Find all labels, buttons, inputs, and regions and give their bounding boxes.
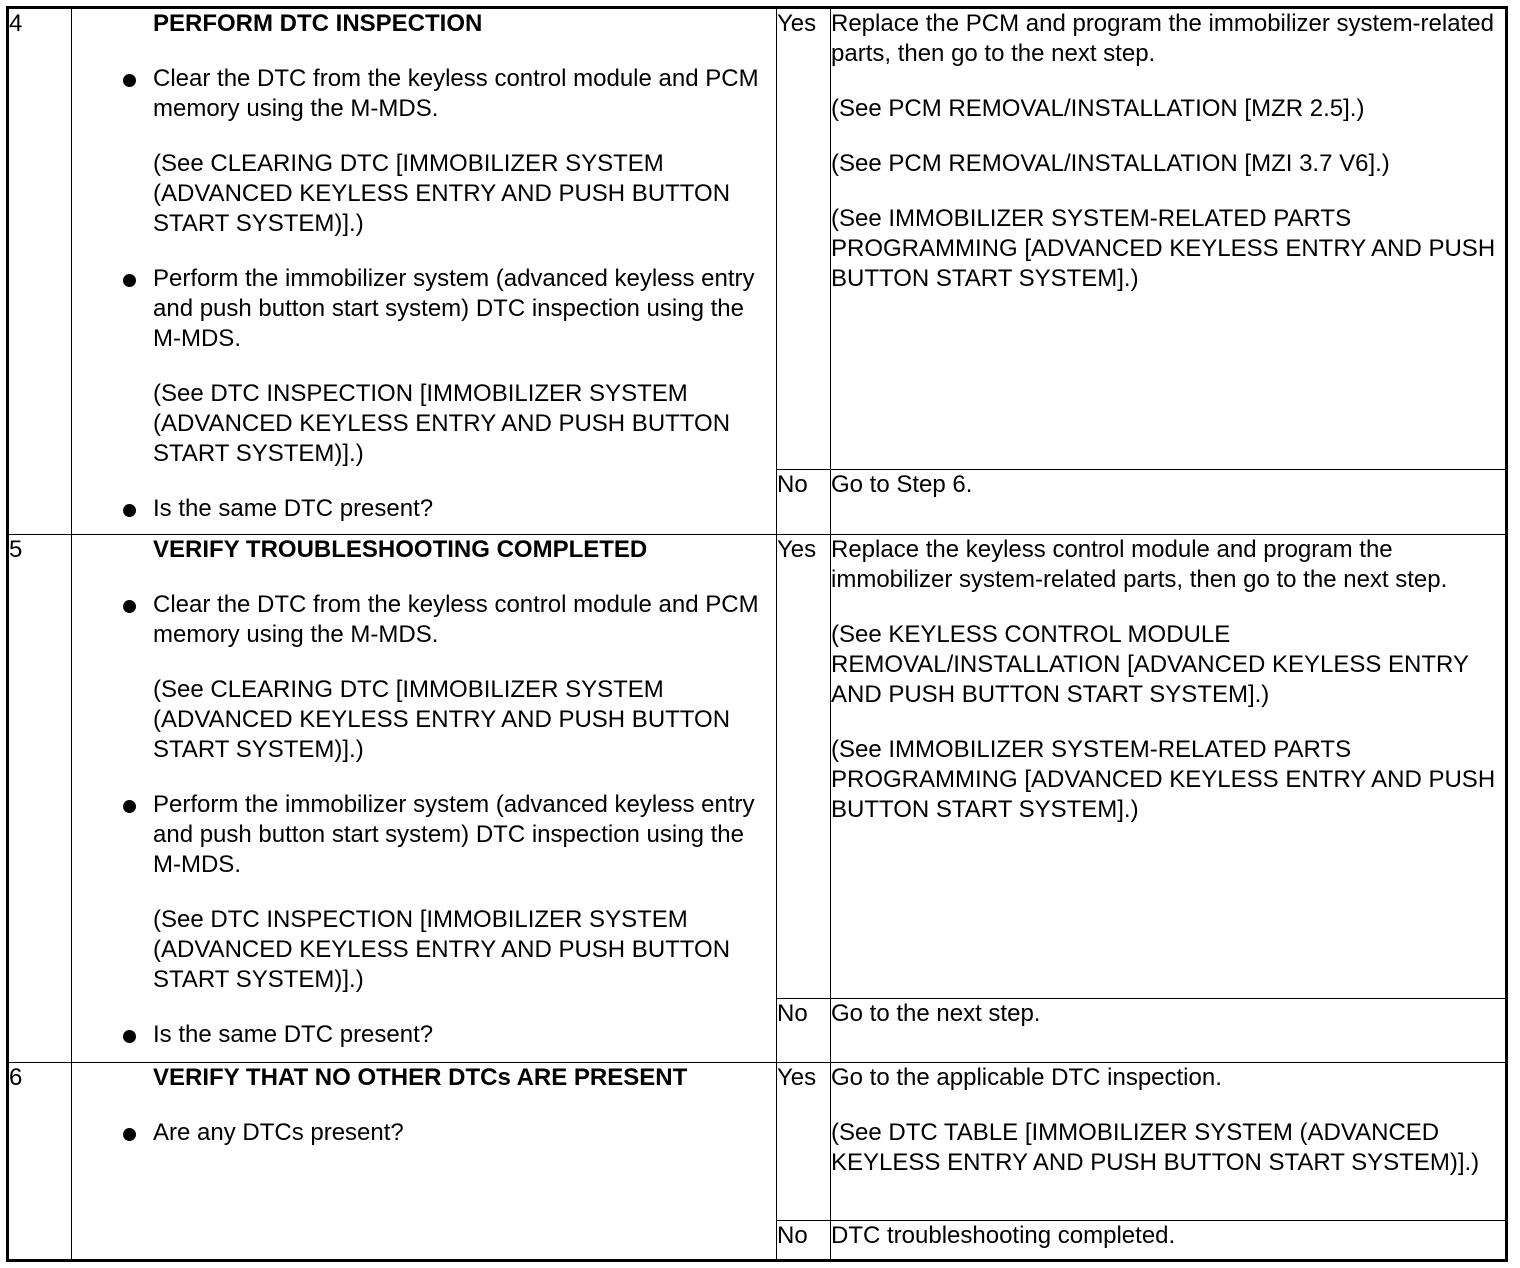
step-6-yes-result [831, 1063, 1507, 1220]
step-5-action [72, 535, 777, 1063]
step-4-yes-line-2: (See PCM REMOVAL/INSTALLATION [MZR 2.5].) [831, 95, 1365, 122]
step-4-ref-dtc-inspection: (See DTC INSPECTION [IMMOBILIZER SYSTEM (ADVANCED KEYLESS ENTRY AND PUSH BUTTON START SYSTEM)].) [153, 380, 731, 467]
step-4-yes-label: Yes [777, 8, 831, 470]
bullet-dot-icon [123, 274, 136, 287]
step-5-yes-label: Yes [777, 535, 831, 999]
step-6-no-result: DTC troubleshooting completed. [831, 1220, 1507, 1260]
step-6-question [153, 1118, 776, 1148]
step-5-ref-dtc-inspection: (See DTC INSPECTION [IMMOBILIZER SYSTEM (ADVANCED KEYLESS ENTRY AND PUSH BUTTON START SYSTEM)].) [153, 906, 731, 994]
step-4-yes-result [831, 8, 1507, 470]
bullet-dot-icon [123, 74, 136, 87]
step-4-yes-line-3: (See PCM REMOVAL/INSTALLATION [MZI 3.7 V6].) [831, 150, 1390, 177]
step-6-yes-row [8, 1063, 1507, 1220]
bullet-dot-icon [123, 1128, 136, 1141]
step-4-yes-line-4: (See IMMOBILIZER SYSTEM-RELATED PARTS PROGRAMMING [ADVANCED KEYLESS ENTRY AND PUSH BUTTON START SYSTEM].) [831, 205, 1496, 292]
step-4-number: 4 [8, 8, 72, 535]
step-5-bullet-2-text: Perform the immobilizer system (advanced keyless entry and push button start system) DTC inspection using the M-MDS. [153, 791, 755, 879]
step-5-yes-result [831, 535, 1507, 999]
step-4-question-text: Is the same DTC present? [153, 495, 434, 522]
step-6-no-label: No [777, 1220, 831, 1260]
bullet-dot-icon [123, 600, 136, 613]
step-6-yes-line-2: (See DTC TABLE [IMMOBILIZER SYSTEM (ADVANCED KEYLESS ENTRY AND PUSH BUTTON START SYSTEM)].) [831, 1119, 1480, 1177]
step-4-bullet-1-text: Clear the DTC from the keyless control module and PCM memory using the M-MDS. [153, 65, 759, 122]
step-5-bullet-1-text: Clear the DTC from the keyless control module and PCM memory using the M-MDS. [153, 591, 759, 649]
step-4-title: PERFORM DTC INSPECTION [153, 10, 483, 37]
step-4-ref-clearing-dtc: (See CLEARING DTC [IMMOBILIZER SYSTEM (ADVANCED KEYLESS ENTRY AND PUSH BUTTON START SYSTEM)].) [153, 150, 731, 237]
step-5-ref-clearing-dtc: (See CLEARING DTC [IMMOBILIZER SYSTEM (ADVANCED KEYLESS ENTRY AND PUSH BUTTON START SYSTEM)].) [153, 676, 731, 764]
step-4-action [72, 8, 777, 535]
diagnostic-procedure-table [6, 6, 1508, 1262]
step-4-bullet-2-text: Perform the immobilizer system (advanced keyless entry and push button start system) DTC inspection using the M-MDS. [153, 265, 755, 352]
step-4-yes-row [8, 8, 1507, 470]
step-4-yes-line-1: Replace the PCM and program the immobilizer system-related parts, then go to the next step. [831, 10, 1494, 67]
step-6-question-text: Are any DTCs present? [153, 1119, 404, 1147]
step-5-no-label: No [777, 999, 831, 1063]
step-5-title: VERIFY TROUBLESHOOTING COMPLETED [153, 536, 648, 564]
step-4-no-result: Go to Step 6. [831, 470, 1507, 535]
step-5-yes-line-1: Replace the keyless control module and program the immobilizer system-related parts, then go to the next step. [831, 536, 1448, 594]
step-5-bullet-dtc-inspection [153, 790, 776, 880]
step-4-no-label: No [777, 470, 831, 535]
step-5-number: 5 [8, 535, 72, 1063]
step-5-yes-line-2: (See KEYLESS CONTROL MODULE REMOVAL/INSTALLATION [ADVANCED KEYLESS ENTRY AND PUSH BUTTON START SYSTEM].) [831, 621, 1469, 709]
step-5-question [153, 1020, 776, 1050]
step-5-bullet-clear-dtc [153, 590, 776, 650]
step-5-yes-line-3: (See IMMOBILIZER SYSTEM-RELATED PARTS PROGRAMMING [ADVANCED KEYLESS ENTRY AND PUSH BUTTON START SYSTEM].) [831, 736, 1496, 824]
bullet-dot-icon [123, 800, 136, 813]
step-6-yes-line-1: Go to the applicable DTC inspection. [831, 1064, 1222, 1092]
step-4-bullet-dtc-inspection [153, 264, 776, 354]
step-5-question-text: Is the same DTC present? [153, 1021, 434, 1049]
step-5-yes-row [8, 535, 1507, 999]
step-6-number: 6 [8, 1063, 72, 1261]
step-5-no-result: Go to the next step. [831, 999, 1507, 1063]
step-4-bullet-clear-dtc [153, 64, 776, 124]
bullet-dot-icon [123, 504, 136, 517]
step-6-action [72, 1063, 777, 1261]
bullet-dot-icon [123, 1030, 136, 1043]
step-6-yes-label: Yes [777, 1063, 831, 1220]
step-4-question [153, 494, 776, 524]
step-6-title: VERIFY THAT NO OTHER DTCs ARE PRESENT [153, 1064, 688, 1092]
